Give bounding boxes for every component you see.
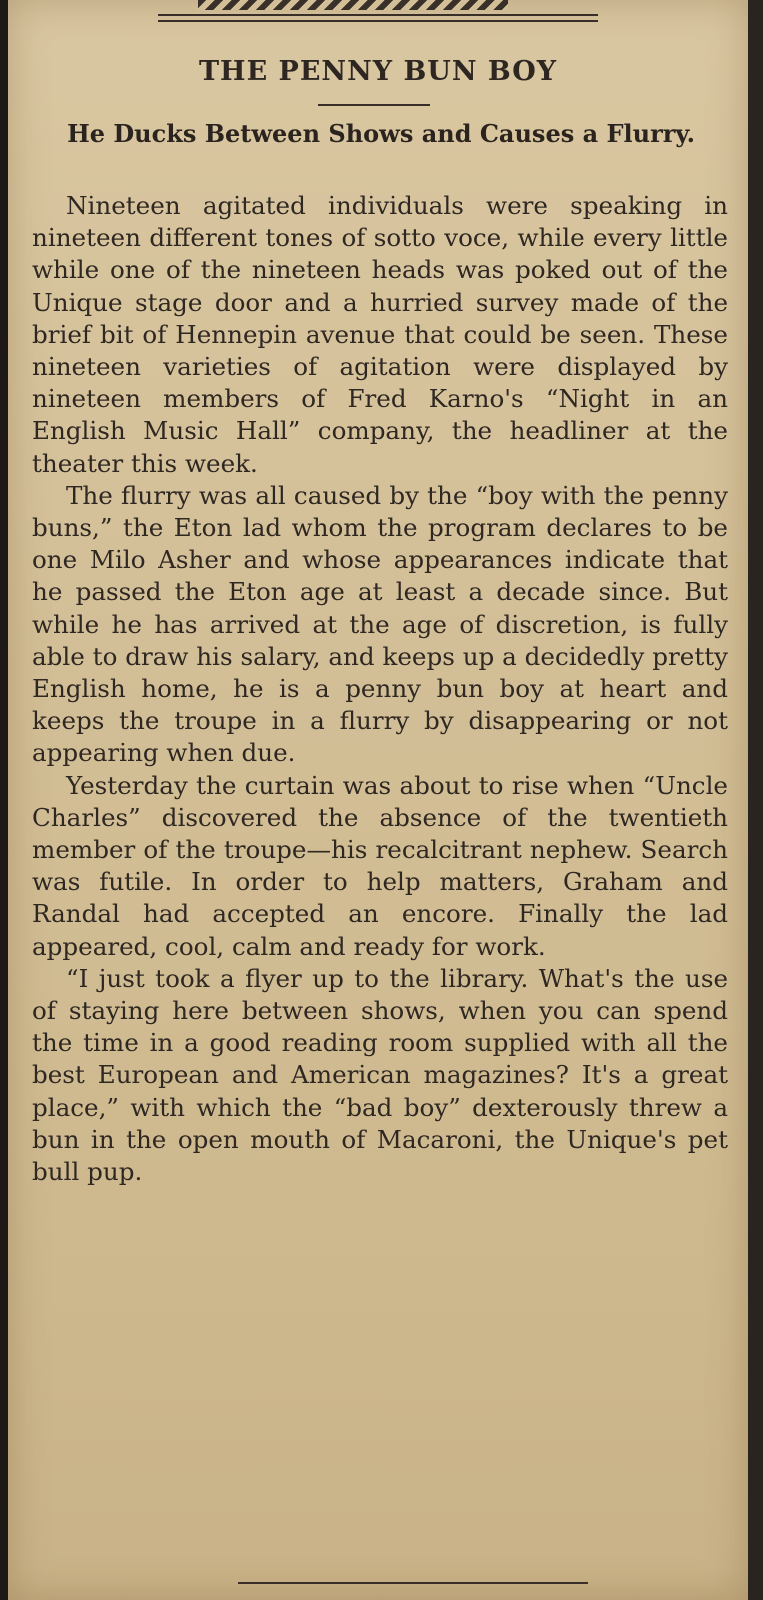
- paragraph-3: Yesterday the curtain was about to rise when “Uncle Charles” discovered the absence of the twentieth member of the troupe—his recalcitrant nephew. Search was futile. In order to help matters, Graham and Randal had accepted an encore. Finally the lad appeared, cool, calm and ready for work.: [32, 770, 728, 961]
- subheadline: He Ducks Between Shows and Causes a Flurry.: [67, 119, 695, 148]
- torn-top-border: [198, 0, 508, 10]
- headline-rule: [318, 104, 430, 106]
- newspaper-clipping: [8, 0, 748, 1600]
- top-rule: [158, 14, 598, 16]
- paragraph-1: Nineteen agitated individuals were speaking in nineteen different tones of sotto voce, while every little while one of the nineteen heads was poked out of the Unique stage door and a hurried survey made of the brief bit of Hennepin avenue that could be seen. These nineteen varieties of agitation were displayed by nineteen members of Fred Karno's “Night in an English Music Hall” company, the headliner at the theater this week.: [32, 191, 728, 478]
- paragraph-2: The flurry was all caused by the “boy with the penny buns,” the Eton lad whom the program declares to be one Milo Asher and whose appearances indicate that he passed the Eton age at least a decade since. But while he has arrived at the age of discretion, is fully able to draw his salary, and keeps up a decidedly pretty English home, he is a penny bun boy at heart and keeps the troupe in a flurry by disappearing or not appearing when due.: [32, 480, 728, 768]
- paragraph-4: “I just took a flyer up to the library. What's the use of staying here between shows, when you can spend the time in a good reading room supplied with all the best European and American magazines? It's a great place,” with which the “bad boy” dexterously threw a bun in the open mouth of Macaroni, the Unique's pet bull pup.: [32, 963, 728, 1187]
- page-edge: [0, 0, 8, 1600]
- headline: THE PENNY BUN BOY: [198, 56, 558, 87]
- top-rule-second: [158, 20, 598, 22]
- article-body: [32, 190, 728, 1188]
- bottom-rule: [238, 1582, 588, 1584]
